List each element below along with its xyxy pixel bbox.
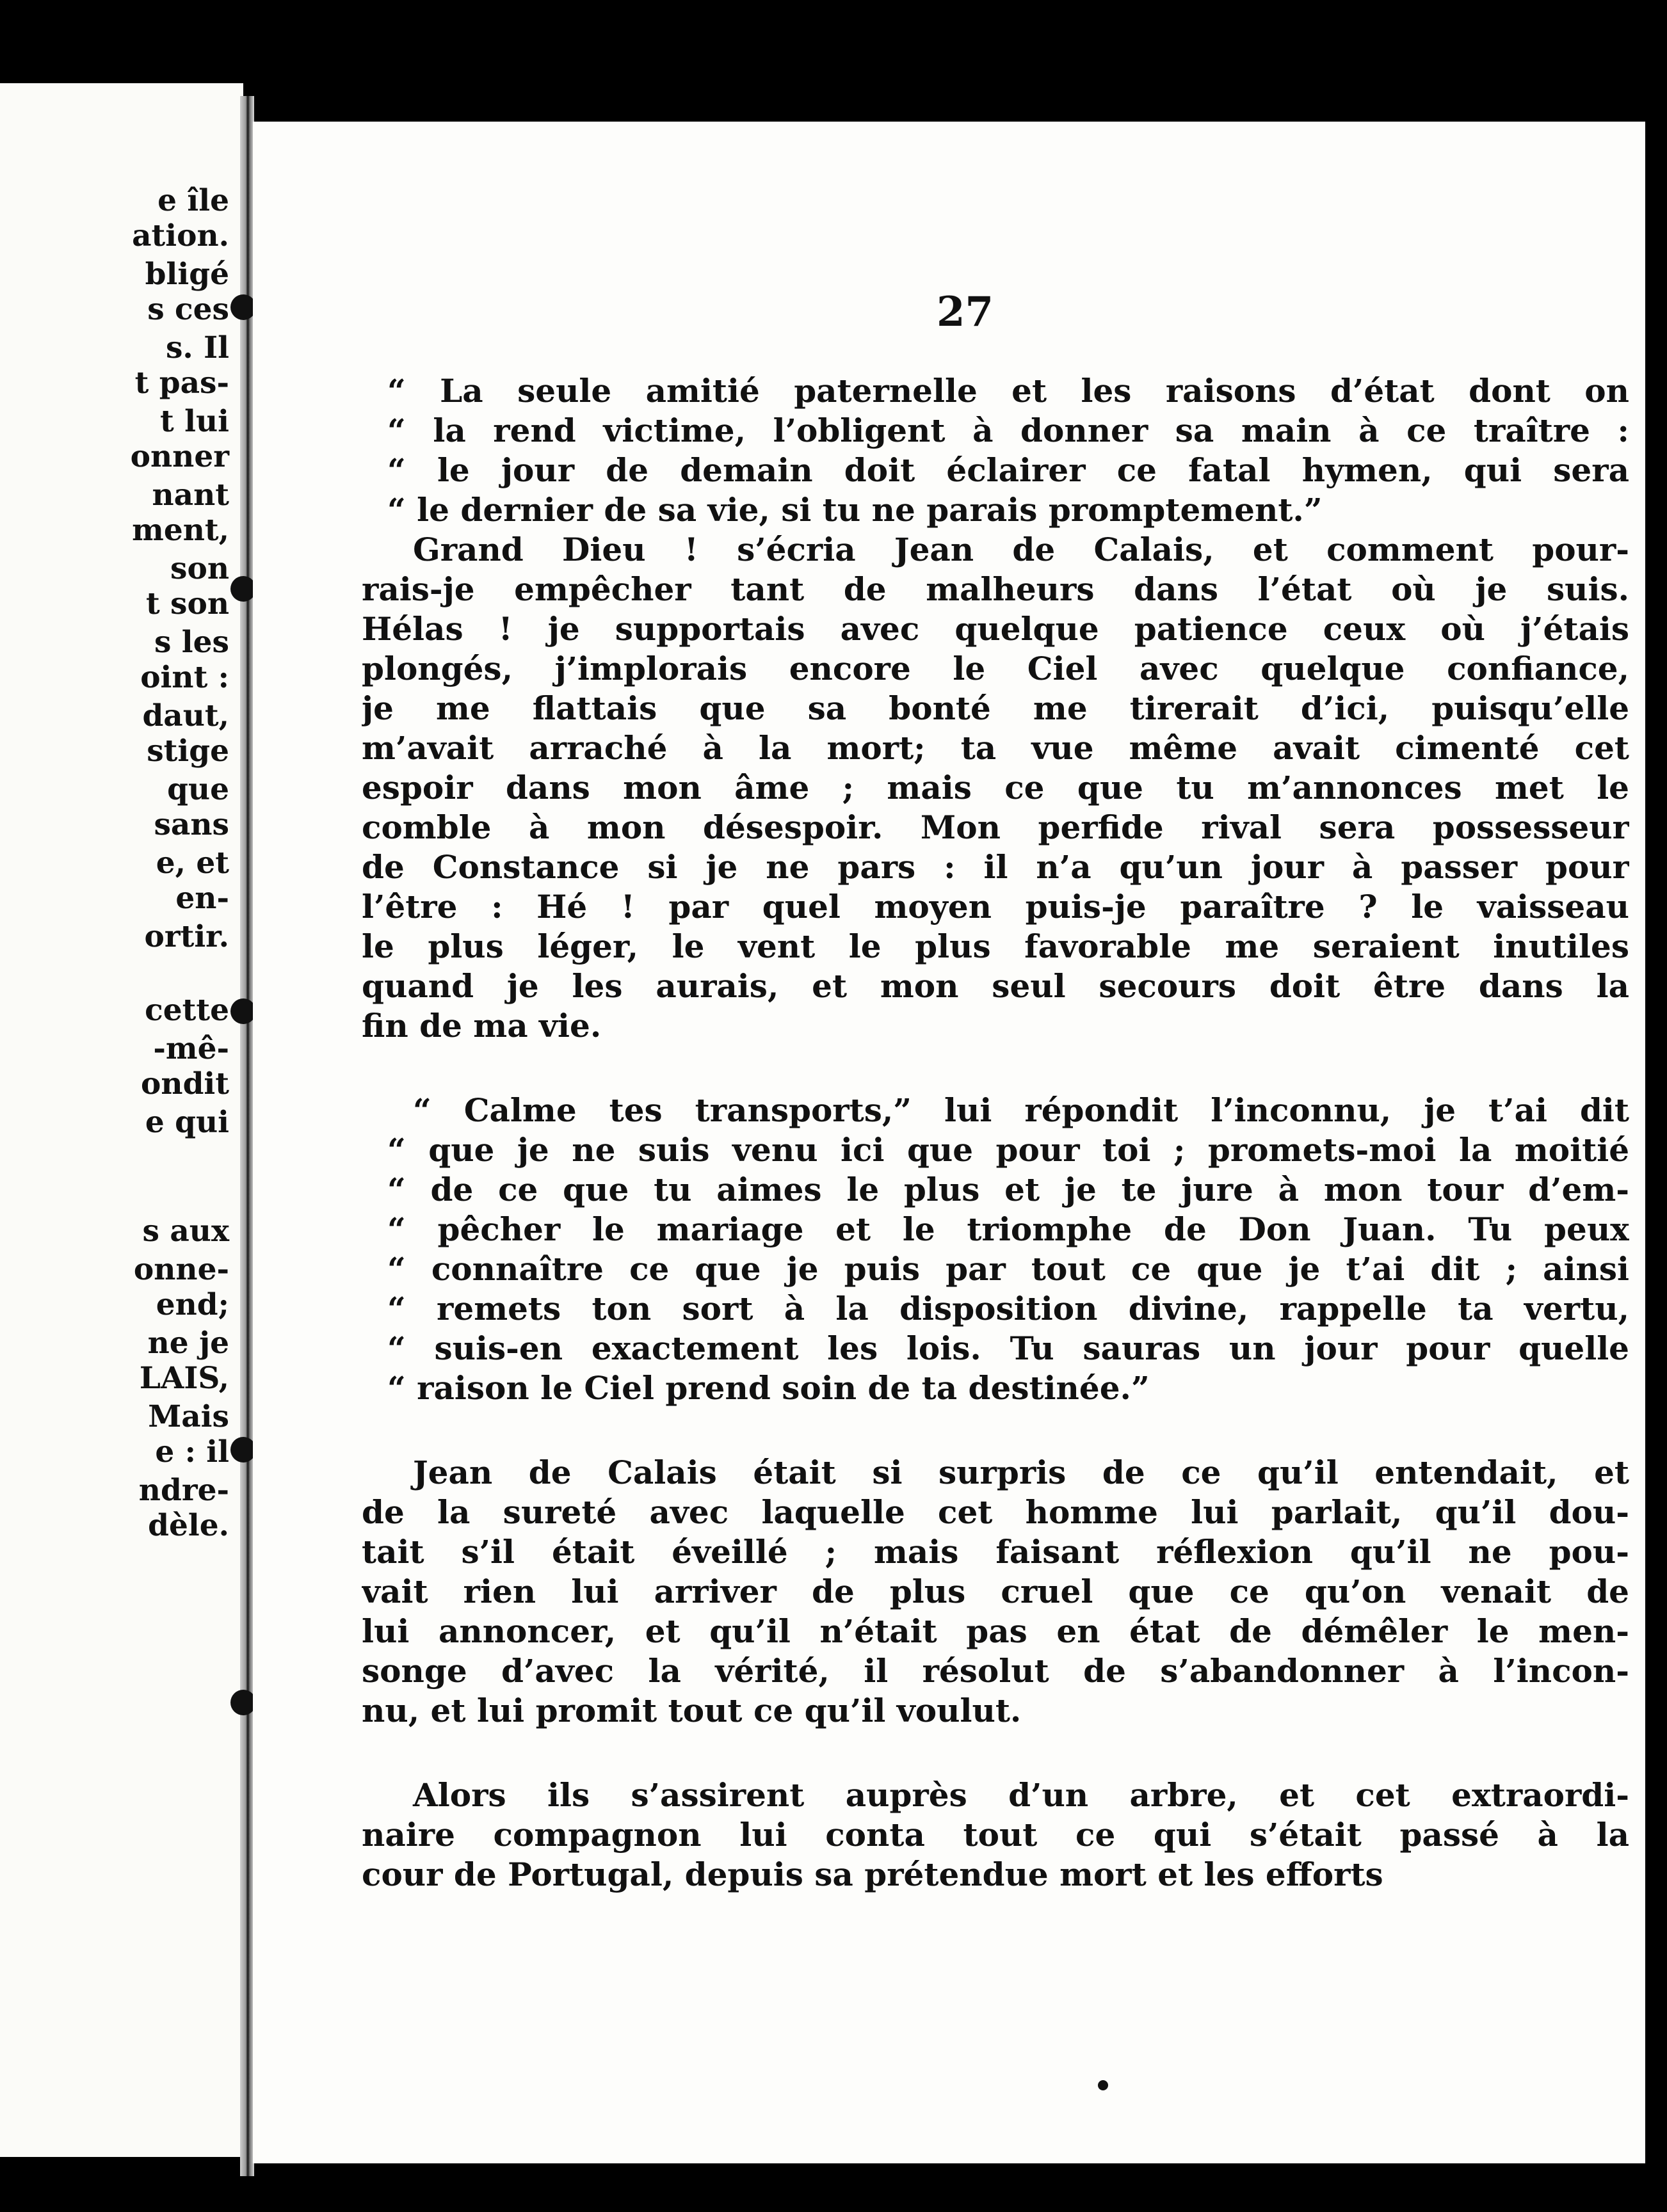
left-page-fragment: oint : (140, 660, 229, 695)
left-page-fragment: end; (156, 1287, 229, 1322)
left-page-fragment: stige (147, 733, 229, 769)
text-line: Jean de Calais était si surpris de ce qu’il entendait, et (413, 1454, 1629, 1491)
text-line: plongés, j’implorais encore le Ciel avec quelque confiance, (362, 650, 1629, 687)
left-page-fragment: onner (130, 439, 229, 474)
left-page-fragment: que (167, 772, 229, 807)
text-line: “ remets ton sort à la disposition divine, rappelle ta vertu, (387, 1290, 1629, 1327)
left-page-fragment: ment, (132, 513, 229, 548)
left-page-fragment: e : il (155, 1434, 229, 1470)
text-line: espoir dans mon âme ; mais ce que tu m’annonces met le (362, 769, 1629, 806)
paragraph-jean-lament (362, 530, 1629, 1046)
left-page-fragment: s les (154, 625, 229, 660)
left-page-fragment: t pas- (134, 365, 229, 401)
left-page-fragment: cette (145, 993, 229, 1028)
left-page-fragment: -mê- (153, 1031, 229, 1066)
gutter-mark (230, 1690, 256, 1715)
text-line: naire compagnon lui conta tout ce qui s’était passé à la (362, 1816, 1629, 1854)
paragraph-tree-story (362, 1775, 1629, 1895)
text-line: vait rien lui arriver de plus cruel que ce qu’on venait de (362, 1573, 1629, 1610)
left-page-fragment: LAIS, (139, 1361, 229, 1396)
left-page-fragment: son (170, 551, 229, 586)
text-line: quand je les aurais, et mon seul secours doit être dans la (362, 967, 1629, 1005)
text-line: “ la rend victime, l’obligent à donner sa main à ce traître : (387, 412, 1629, 449)
text-line: fin de ma vie. (362, 1007, 602, 1045)
left-page-fragment: e île (157, 183, 229, 218)
left-page-fragment: s ces (147, 292, 229, 327)
text-line: je me flattais que sa bonté me tirerait d’ici, puisqu’elle (362, 689, 1629, 727)
gutter-mark (230, 1437, 256, 1463)
page-number: 27 (936, 288, 994, 336)
left-page-fragment: nant (152, 477, 229, 513)
text-line: Grand Dieu ! s’écria Jean de Calais, et comment pour- (413, 531, 1629, 568)
text-line: “ raison le Ciel prend soin de ta destinée.” (387, 1369, 1150, 1407)
gutter-mark (230, 576, 256, 602)
left-page-fragment: e qui (145, 1105, 229, 1140)
text-line: le plus léger, le vent le plus favorable me seraient inutiles (362, 927, 1629, 965)
page-body (362, 371, 1629, 1895)
left-page-fragment: onne- (133, 1252, 229, 1287)
text-line: “ le dernier de sa vie, si tu ne parais promptement.” (387, 491, 1323, 529)
right-page (253, 122, 1645, 2163)
ink-speck (1098, 2080, 1108, 2090)
left-page-fragment: e, et (156, 846, 229, 881)
left-page-fragment: daut, (142, 698, 229, 733)
left-page (0, 83, 243, 2157)
text-line: “ Calme tes transports,” lui répondit l’inconnu, je t’ai dit (413, 1091, 1629, 1129)
text-line: rais-je empêcher tant de malheurs dans l’état où je suis. (362, 570, 1629, 608)
left-page-fragment: t lui (160, 404, 229, 439)
text-line: tait s’il était éveillé ; mais faisant réflexion qu’il ne pou- (362, 1533, 1629, 1571)
left-page-fragment: ondit (141, 1066, 229, 1102)
left-page-fragment: ation. (132, 218, 229, 253)
text-line: “ connaître ce que je puis par tout ce que je t’ai dit ; ainsi (387, 1250, 1629, 1288)
left-page-fragment: bligé (145, 257, 229, 292)
text-line: songe d’avec la vérité, il résolut de s’abandonner à l’incon- (362, 1652, 1629, 1690)
book-gutter (240, 96, 254, 2176)
text-line: nu, et lui promit tout ce qu’il voulut. (362, 1692, 1022, 1729)
text-line: de la sureté avec laquelle cet homme lui parlait, qu’il dou- (362, 1493, 1629, 1531)
text-line: de Constance si je ne pars : il n’a qu’un jour à passer pour (362, 848, 1629, 886)
gutter-mark (230, 998, 256, 1024)
left-page-fragment: sans (154, 807, 229, 842)
text-line: “ pêcher le mariage et le triomphe de Don Juan. Tu peux (387, 1210, 1629, 1248)
text-line: “ La seule amitié paternelle et les raisons d’état dont on (387, 372, 1629, 410)
text-line: “ suis-en exactement les lois. Tu sauras un jour pour quelle (387, 1329, 1629, 1367)
left-page-fragment: t son (145, 586, 229, 621)
text-line: cour de Portugal, depuis sa prétendue mort et les efforts (362, 1855, 1383, 1893)
left-page-fragment: ne je (147, 1326, 229, 1361)
text-line: comble à mon désespoir. Mon perfide rival sera possesseur (362, 808, 1629, 846)
text-line: Hélas ! je supportais avec quelque patience ceux où j’étais (362, 610, 1629, 648)
text-line: Alors ils s’assirent auprès d’un arbre, et cet extraordi- (413, 1776, 1629, 1814)
gutter-mark (230, 294, 256, 320)
text-line: m’avait arraché à la mort; ta vue même avait cimenté cet (362, 729, 1629, 767)
left-page-fragment: dèle. (148, 1508, 229, 1543)
left-page-fragment: s aux (142, 1214, 229, 1249)
text-line: “ le jour de demain doit éclairer ce fatal hymen, qui sera (387, 451, 1629, 489)
paragraph-stranger-reply (362, 1091, 1629, 1408)
left-page-fragment: s. Il (165, 330, 229, 365)
paragraph-jean-surprised (362, 1453, 1629, 1731)
left-page-fragment: en- (175, 881, 229, 916)
paragraph-letter-quote (362, 371, 1629, 530)
left-page-fragment: ortir. (144, 919, 229, 954)
text-line: “ de ce que tu aimes le plus et je te jure à mon tour d’em- (387, 1171, 1629, 1208)
text-line: l’être : Hé ! par quel moyen puis-je paraître ? le vaisseau (362, 888, 1629, 926)
left-page-fragment: ndre- (138, 1473, 229, 1508)
text-line: “ que je ne suis venu ici que pour toi ; promets-moi la moitié (387, 1131, 1629, 1169)
left-page-fragment: Mais (148, 1399, 229, 1434)
text-line: lui annoncer, et qu’il n’était pas en état de démêler le men- (362, 1612, 1629, 1650)
